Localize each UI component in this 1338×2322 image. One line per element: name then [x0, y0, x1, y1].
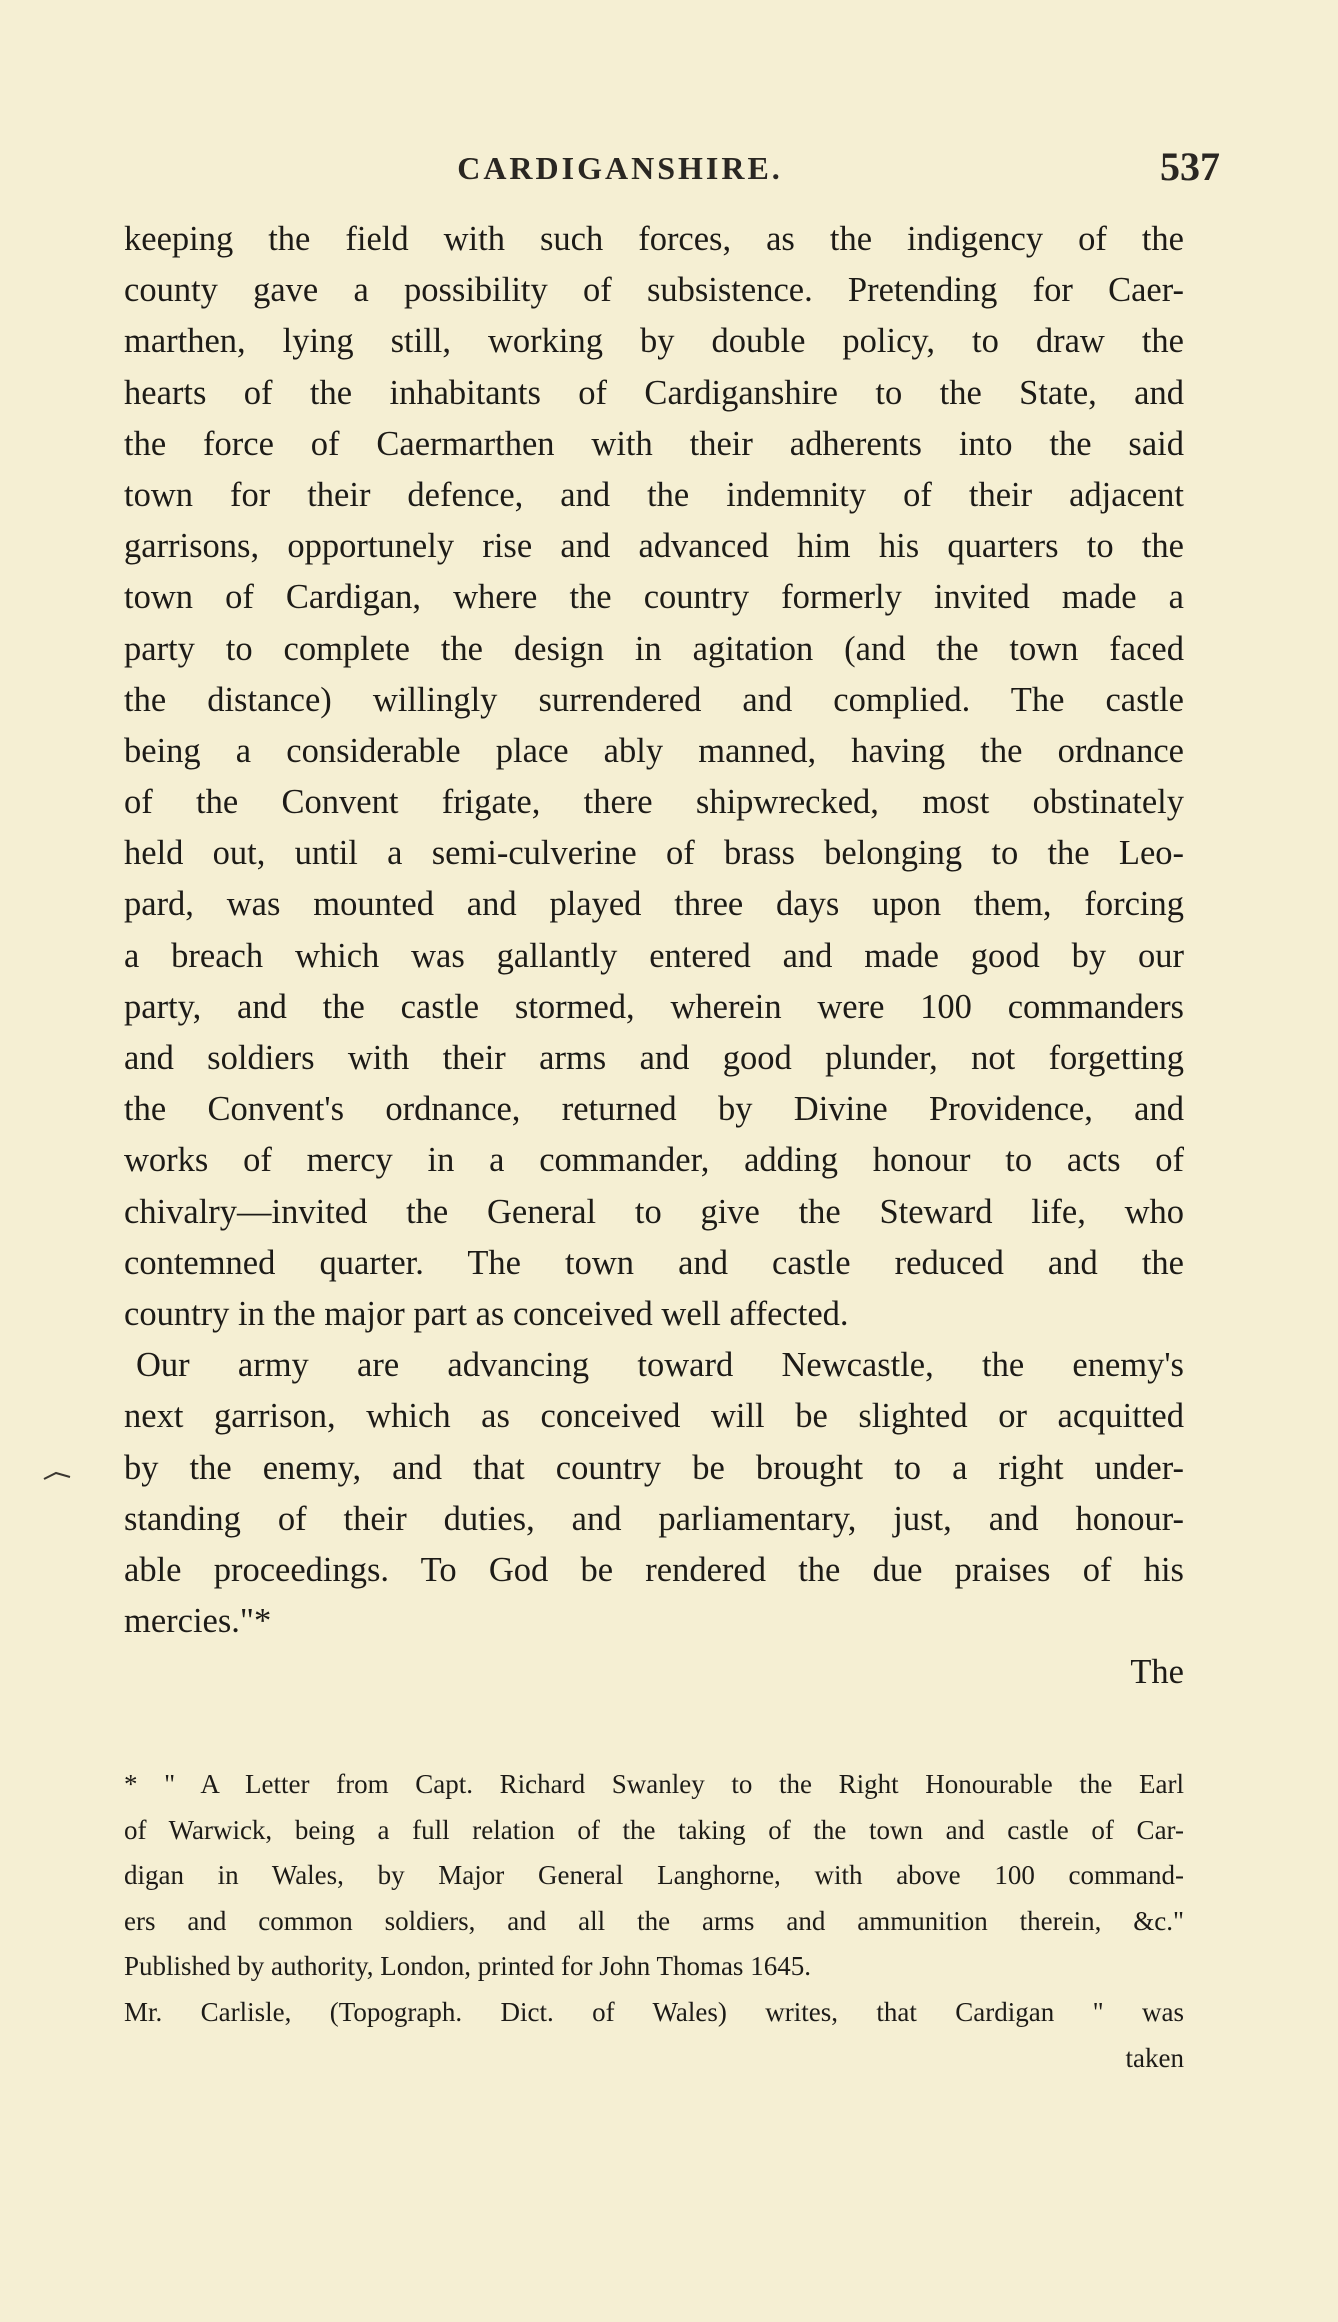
body-line: party, and the castle stormed, wherein were 100 commanders: [124, 987, 1184, 1026]
body-line: garrisons, opportunely rise and advanced him his quarters to the: [124, 527, 1184, 566]
footnote-catchword: taken: [1125, 2042, 1184, 2073]
body-text: [124, 214, 1184, 1698]
body-line: hearts of the inhabitants of Cardiganshire to the State, and: [124, 373, 1184, 412]
body-line: marthen, lying still, working by double policy, to draw the: [124, 322, 1184, 361]
body-line: and soldiers with their arms and good plunder, not forgetting: [124, 1039, 1184, 1077]
body-line: contemned quarter. The town and castle reduced and the: [124, 1243, 1184, 1282]
footnote-line: Published by authority, London, printed for John Thomas 1645.: [124, 1951, 811, 1982]
body-line: a breach which was gallantly entered and made good by our: [124, 936, 1184, 975]
body-line: the distance) willingly surrendered and complied. The castle: [124, 680, 1184, 719]
running-title: CARDIGANSHIRE.: [457, 150, 783, 186]
body-line: county gave a possibility of subsistence. Pretending for Caer-: [124, 271, 1184, 310]
body-line: of the Convent frigate, there shipwrecked, most obstinately: [124, 783, 1184, 822]
page-number: 537: [1160, 144, 1220, 189]
body-line: mercies."*: [124, 1602, 272, 1641]
body-catchword: The: [1130, 1653, 1184, 1692]
body-line: town for their defence, and the indemnity of their adjacent: [124, 475, 1184, 514]
body-line: party to complete the design in agitation (and the town faced: [124, 629, 1184, 668]
footnote-line: ers and common soldiers, and all the arms and ammunition therein, &c.": [124, 1905, 1184, 1936]
body-line: chivalry—invited the General to give the Steward life, who: [124, 1192, 1184, 1231]
footnote-line: Mr. Carlisle, (Topograph. Dict. of Wales) writes, that Cardigan " was: [124, 1996, 1184, 2027]
body-line: the force of Caermarthen with their adherents into the said: [124, 424, 1184, 463]
footnote-line: digan in Wales, by Major General Langhorne, with above 100 command-: [124, 1860, 1184, 1891]
body-line: next garrison, which as conceived will be slighted or acquitted: [124, 1397, 1184, 1436]
footnotes: [124, 1762, 1184, 2081]
body-line: held out, until a semi-culverine of brass belonging to the Leo-: [124, 834, 1184, 873]
body-line: country in the major part as conceived well affected.: [124, 1294, 849, 1333]
body-line: being a considerable place ably manned, having the ordnance: [124, 731, 1184, 770]
margin-mark: [42, 1468, 72, 1478]
body-line: Our army are advancing toward Newcastle, the enemy's: [136, 1346, 1184, 1385]
body-line: the Convent's ordnance, returned by Divine Providence, and: [124, 1090, 1184, 1129]
footnote-line: of Warwick, being a full relation of the taking of the town and castle of Car-: [124, 1814, 1184, 1845]
body-line: by the enemy, and that country be brought to a right under-: [124, 1448, 1184, 1487]
footnote-line: * " A Letter from Capt. Richard Swanley to the Right Honourable the Earl: [124, 1769, 1184, 1799]
body-line: able proceedings. To God be rendered the due praises of his: [124, 1550, 1184, 1589]
body-line: town of Cardigan, where the country formerly invited made a: [124, 578, 1184, 617]
body-line: pard, was mounted and played three days upon them, forcing: [124, 885, 1184, 924]
body-line: works of mercy in a commander, adding honour to acts of: [124, 1141, 1184, 1180]
body-line: keeping the field with such forces, as the indigency of the: [124, 220, 1184, 258]
body-line: standing of their duties, and parliamentary, just, and honour-: [124, 1499, 1184, 1538]
